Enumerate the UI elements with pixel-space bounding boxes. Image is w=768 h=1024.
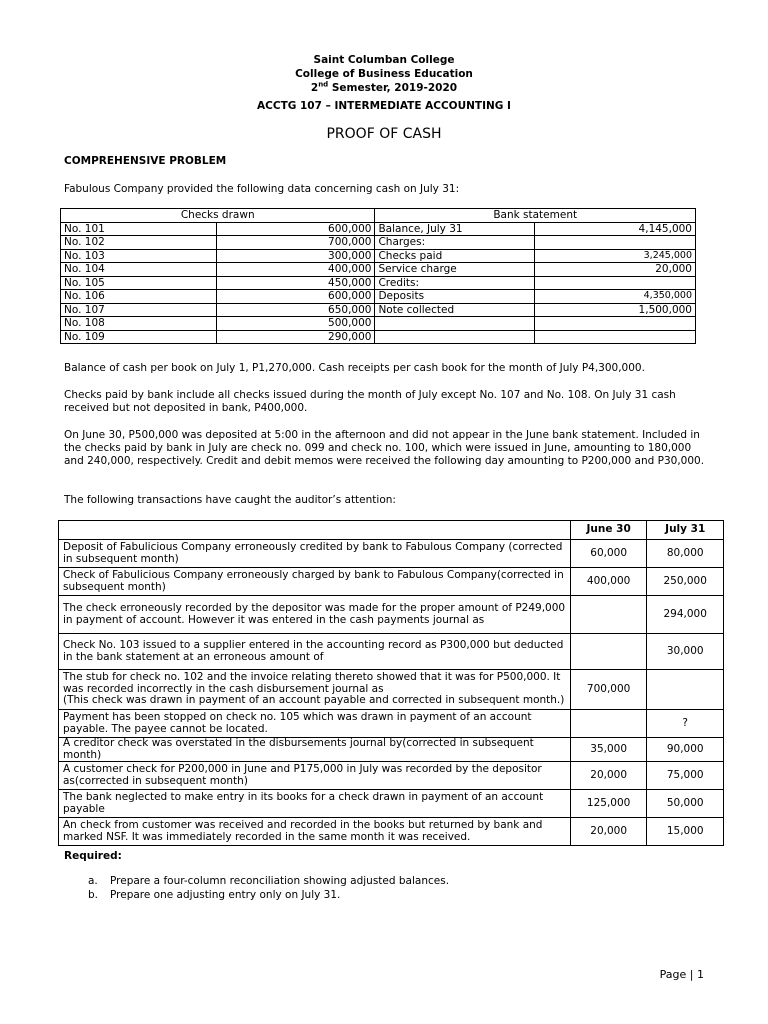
required-heading: Required:: [64, 850, 122, 862]
section-heading: COMPREHENSIVE PROBLEM: [64, 155, 227, 167]
checks-table-row: [61, 276, 696, 290]
semester-number: 2: [310, 82, 319, 94]
transaction-row: [59, 790, 724, 818]
page-title: PROOF OF CASH: [326, 126, 442, 142]
paragraph-june-deposit: On June 30, P500,000 was deposited at 5:00 in the afternoon and did not appear in the June bank statement. Included in the checks paid by bank in July are check no. 099 and check no. 100, which were issued in June, amounting to 180,000 and 240,000, respectively. Credit and debit memos were received the following day amounting to P200,000 and P30,000.: [64, 429, 705, 467]
transaction-july-amount: 80,000: [647, 540, 724, 568]
semester-suffix: nd: [318, 80, 329, 89]
transactions-table: [58, 520, 724, 846]
transaction-description: Check of Fabulicious Company erroneously charged by bank to Fabulous Company(corrected in subsequent month): [59, 568, 571, 596]
bank-item-label: [375, 317, 535, 331]
paragraph-checks-paid: Checks paid by bank include all checks issued during the month of July except No. 107 and No. 108. On July 31 cash received but not deposited in bank, P400,000.: [64, 389, 676, 414]
paragraph-book-balance: Balance of cash per book on July 1, P1,270,000. Cash receipts per cash book for the month of July P4,300,000.: [64, 362, 645, 374]
page-number: Page | 1: [659, 968, 704, 981]
bank-item-value: 3,245,000: [535, 249, 696, 263]
check-amount: 600,000: [216, 290, 375, 304]
transaction-june-amount: 60,000: [570, 540, 647, 568]
bank-item-label: Checks paid: [375, 249, 535, 263]
transaction-june-amount: 35,000: [570, 738, 647, 762]
transaction-july-amount: 250,000: [647, 568, 724, 596]
transaction-description: A creditor check was overstated in the disbursements journal by(corrected in subsequent month): [59, 738, 571, 762]
transaction-july-amount: 30,000: [647, 634, 724, 670]
transaction-june-amount: 400,000: [570, 568, 647, 596]
required-item: [88, 874, 449, 888]
check-number: No. 108: [61, 317, 217, 331]
required-item: [88, 888, 449, 902]
transaction-june-amount: [570, 596, 647, 634]
transaction-row: [59, 670, 724, 710]
check-amount: 600,000: [216, 222, 375, 236]
check-number: No. 109: [61, 330, 217, 344]
checks-table-row: [61, 317, 696, 331]
bank-item-label: [375, 330, 535, 344]
check-amount: 700,000: [216, 236, 375, 250]
july-column-header: July 31: [647, 521, 724, 540]
checks-drawn-header: Checks drawn: [61, 209, 375, 223]
checks-table-row: [61, 249, 696, 263]
transaction-july-amount: [647, 670, 724, 710]
bank-item-value: 4,145,000: [535, 222, 696, 236]
transaction-row: [59, 762, 724, 790]
bank-item-value: [535, 236, 696, 250]
transaction-description: The stub for check no. 102 and the invoice relating thereto showed that it was for P500,000. It was recorded incorrectly in the cash disbursement journal as (This check was drawn in payment of an account payable and corrected in subsequent month.): [59, 670, 571, 710]
transaction-july-amount: ?: [647, 710, 724, 738]
bank-item-label: Balance, July 31: [375, 222, 535, 236]
bank-item-label: Credits:: [375, 276, 535, 290]
check-number: No. 103: [61, 249, 217, 263]
paragraph-auditor-attention: The following transactions have caught the auditor’s attention:: [64, 494, 396, 506]
transaction-row: [59, 568, 724, 596]
transaction-row: [59, 710, 724, 738]
required-item-marker: b.: [88, 889, 99, 901]
bank-item-value: [535, 317, 696, 331]
transactions-table-body: [59, 540, 724, 846]
transaction-july-amount: 294,000: [647, 596, 724, 634]
bank-item-label: Charges:: [375, 236, 535, 250]
checks-bank-table: [60, 208, 696, 344]
check-amount: 400,000: [216, 263, 375, 277]
transaction-july-amount: 90,000: [647, 738, 724, 762]
check-number: No. 106: [61, 290, 217, 304]
transaction-june-amount: 125,000: [570, 790, 647, 818]
check-number: No. 102: [61, 236, 217, 250]
semester-text: Semester, 2019-2020: [328, 82, 458, 94]
required-item-text: Prepare a four-column reconciliation showing adjusted balances.: [110, 875, 450, 887]
transaction-description: The check erroneously recorded by the depositor was made for the proper amount of P249,000 in payment of account. However it was entered in the cash payments journal as: [59, 596, 571, 634]
bank-item-label: Service charge: [375, 263, 535, 277]
checks-table-row: [61, 290, 696, 304]
checks-table-row: [61, 236, 696, 250]
transaction-row: [59, 818, 724, 846]
bank-item-value: 1,500,000: [535, 303, 696, 317]
document-header: [0, 53, 768, 95]
bank-item-label: Note collected: [375, 303, 535, 317]
transaction-description: The bank neglected to make entry in its books for a check drawn in payment of an account payable: [59, 790, 571, 818]
check-amount: 650,000: [216, 303, 375, 317]
transaction-row: [59, 634, 724, 670]
check-number: No. 101: [61, 222, 217, 236]
june-column-header: June 30: [570, 521, 647, 540]
transaction-row: [59, 596, 724, 634]
transaction-july-amount: 75,000: [647, 762, 724, 790]
transaction-description: Check No. 103 issued to a supplier entered in the accounting record as P300,000 but deducted in the bank statement at an erroneous amount of: [59, 634, 571, 670]
checks-table-row: [61, 330, 696, 344]
checks-table-row: [61, 222, 696, 236]
school-name: Saint Columban College: [313, 54, 455, 66]
check-number: No. 107: [61, 303, 217, 317]
check-amount: 450,000: [216, 276, 375, 290]
transaction-july-amount: 50,000: [647, 790, 724, 818]
bank-item-value: [535, 276, 696, 290]
transaction-description: Payment has been stopped on check no. 105 which was drawn in payment of an account payable. The payee cannot be located.: [59, 710, 571, 738]
checks-table-row: [61, 303, 696, 317]
check-number: No. 105: [61, 276, 217, 290]
transaction-june-amount: [570, 710, 647, 738]
course-title: ACCTG 107 – INTERMEDIATE ACCOUNTING I: [257, 100, 511, 112]
required-list: [88, 874, 449, 902]
transaction-june-amount: 20,000: [570, 818, 647, 846]
transaction-june-amount: 700,000: [570, 670, 647, 710]
bank-item-label: Deposits: [375, 290, 535, 304]
transaction-row: [59, 738, 724, 762]
required-item-text: Prepare one adjusting entry only on July 31.: [110, 889, 341, 901]
bank-item-value: 20,000: [535, 263, 696, 277]
bank-statement-header: Bank statement: [375, 209, 696, 223]
bank-item-value: [535, 330, 696, 344]
college-name: College of Business Education: [295, 68, 473, 80]
check-amount: 290,000: [216, 330, 375, 344]
transaction-july-amount: 15,000: [647, 818, 724, 846]
check-number: No. 104: [61, 263, 217, 277]
checks-table-row: [61, 263, 696, 277]
transaction-row: [59, 540, 724, 568]
bank-item-value: 4,350,000: [535, 290, 696, 304]
transaction-june-amount: 20,000: [570, 762, 647, 790]
intro-text: Fabulous Company provided the following data concerning cash on July 31:: [64, 183, 460, 195]
transaction-description: A customer check for P200,000 in June and P175,000 in July was recorded by the depositor as(corrected in subsequent month): [59, 762, 571, 790]
transactions-desc-header: [59, 521, 571, 540]
check-amount: 500,000: [216, 317, 375, 331]
check-amount: 300,000: [216, 249, 375, 263]
required-item-marker: a.: [88, 875, 98, 887]
semester-line: [0, 81, 768, 95]
transaction-description: Deposit of Fabulicious Company erroneously credited by bank to Fabulous Company (corrected in subsequent month): [59, 540, 571, 568]
transaction-description: An check from customer was received and recorded in the books but returned by bank and marked NSF. It was immediately recorded in the same month it was received.: [59, 818, 571, 846]
checks-table-body: [61, 222, 696, 344]
transaction-june-amount: [570, 634, 647, 670]
